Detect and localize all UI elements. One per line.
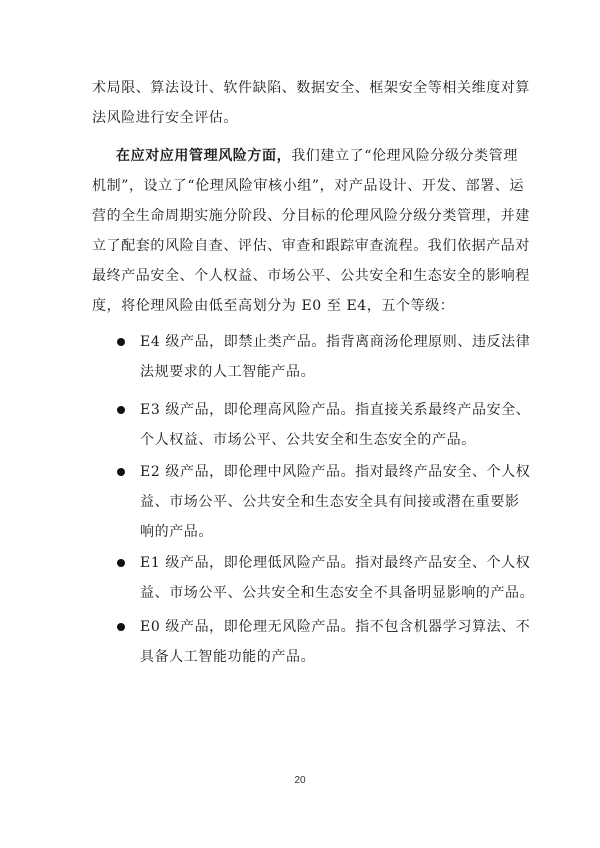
- para2-line-3: 营的全生命周期实施分阶段、分目标的伦理风险分级分类管理，并建: [92, 208, 530, 224]
- intro-line-2: 法风险进行安全评估。: [92, 110, 238, 126]
- bullet-e0-dot: [117, 623, 125, 631]
- bullet-e2-dot: [117, 468, 125, 476]
- bullet-e2-line-2: 益、市场公平、公共安全和生态安全具有间接或潜在重要影: [140, 494, 520, 510]
- bullet-e4-dot: [117, 338, 125, 346]
- bullet-e1-line-2: 益、市场公平、公共安全和生态安全不具备明显影响的产品。: [140, 585, 535, 601]
- bullet-e0-line-1: E0 级产品，即伦理无风险产品。指不包含机器学习算法、不: [140, 619, 531, 635]
- para2-line-4: 立了配套的风险自查、评估、审查和跟踪审查流程。我们依据产品对: [92, 238, 530, 254]
- intro-line-1: 术局限、算法设计、软件缺陷、数据安全、框架安全等相关维度对算: [92, 80, 530, 96]
- bullet-e1-line-1: E1 级产品，即伦理低风险产品。指对最终产品安全、个人权: [140, 555, 531, 571]
- bullet-e4-line-1: E4 级产品，即禁止类产品。指背离商汤伦理原则、违反法律: [140, 334, 531, 350]
- para2-line-6: 度，将伦理风险由低至高划分为 E0 至 E4，五个等级：: [92, 298, 455, 314]
- page-number: 20: [294, 775, 306, 786]
- bullet-e1-dot: [117, 559, 125, 567]
- bullet-e0-line-2: 具备人工智能功能的产品。: [140, 649, 316, 665]
- para2-bold-lead: 在应对应用管理风险方面，: [116, 148, 292, 164]
- para2-first-line: [116, 146, 518, 166]
- para2-line-5: 最终产品安全、个人权益、市场公平、公共安全和生态安全的影响程: [92, 268, 530, 284]
- bullet-e2-line-3: 响的产品。: [140, 524, 213, 540]
- bullet-e3-dot: [117, 406, 125, 414]
- para2-line-2: 机制”，设立了“伦理风险审核小组”，对产品设计、开发、部署、运: [92, 178, 525, 194]
- bullet-e4-line-2: 法规要求的人工智能产品。: [140, 364, 316, 380]
- para2-line1-rest: 我们建立了“伦理风险分级分类管理: [291, 148, 518, 164]
- bullet-e2-line-1: E2 级产品，即伦理中风险产品。指对最终产品安全、个人权: [140, 464, 531, 480]
- bullet-e3-line-2: 个人权益、市场公平、公共安全和生态安全的产品。: [140, 432, 476, 448]
- bullet-e3-line-1: E3 级产品，即伦理高风险产品。指直接关系最终产品安全、: [140, 402, 531, 418]
